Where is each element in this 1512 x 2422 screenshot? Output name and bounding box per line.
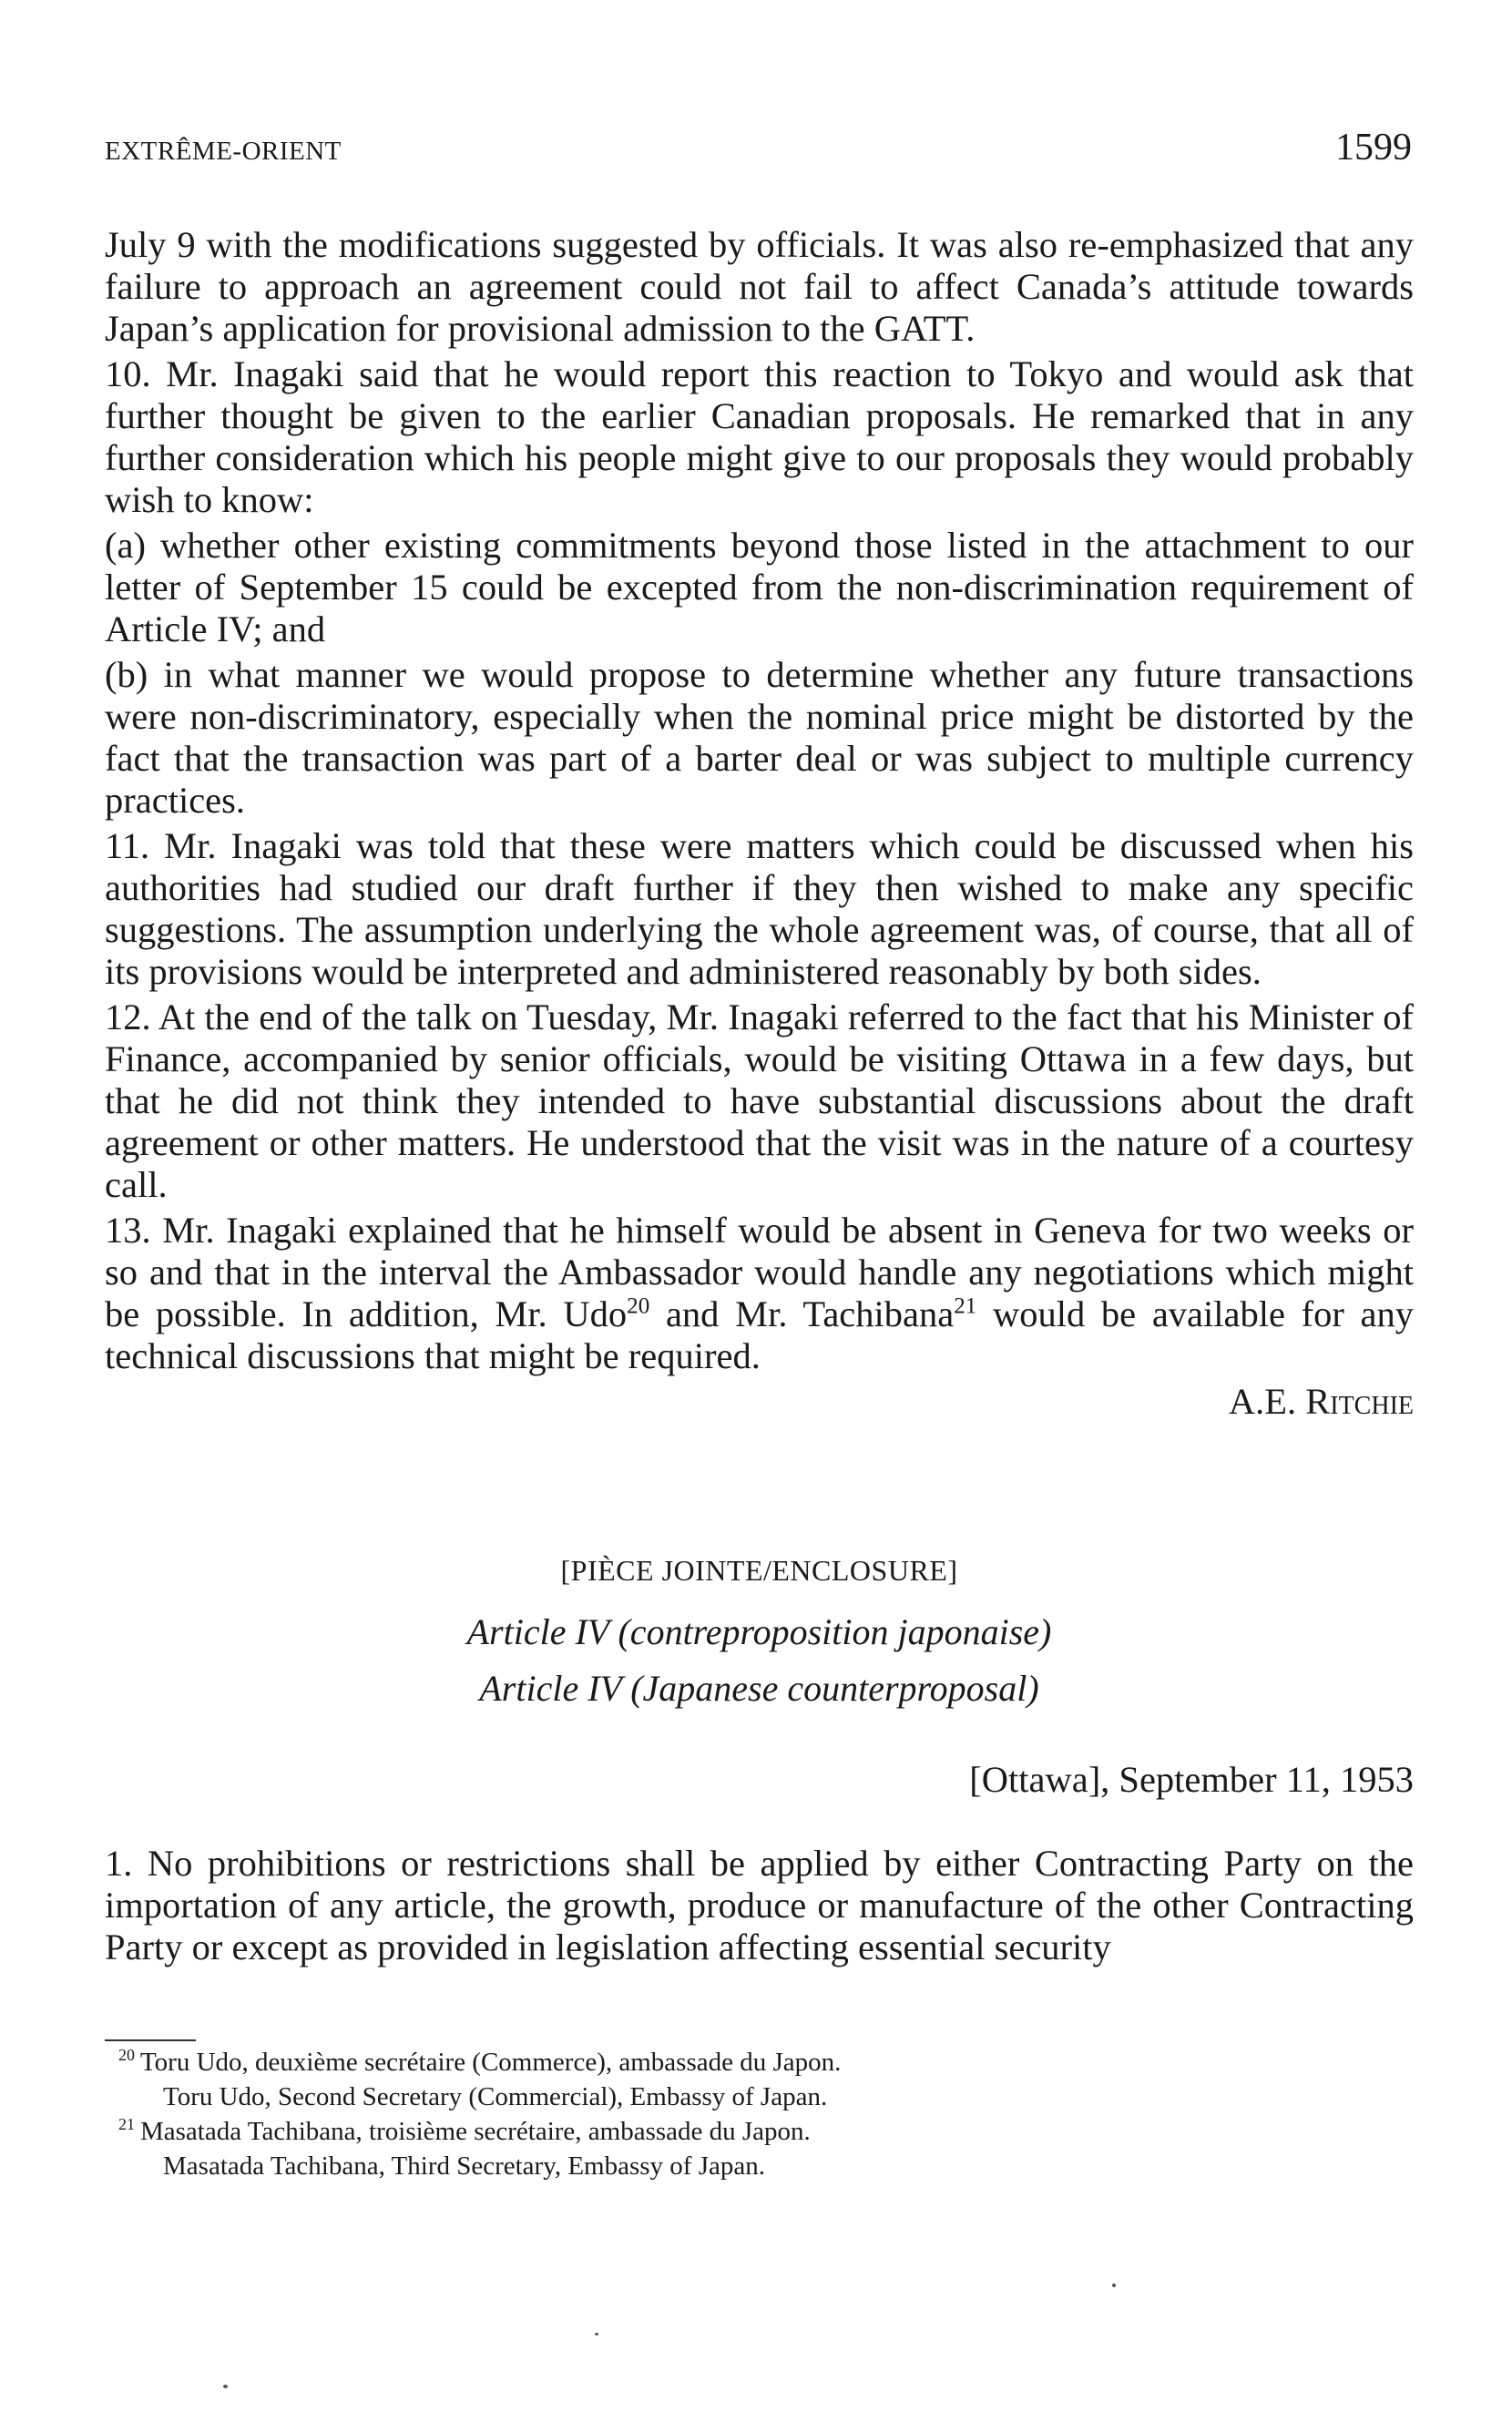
enclosure-paragraph-1: 1. No prohibitions or restrictions shall be applied by either Contracting Party on the importation of any article, the growth, produce or manufacture of the other Contracting Party or except as provided in legislation affecting essential security	[105, 1843, 1414, 1967]
paragraph-item-b: (b) in what manner we would propose to determine whether any future transactions were non-discriminatory, especially when the nominal price might be distorted by the fact that the transaction was part of a barter deal or was subject to multiple currency practices.	[105, 654, 1414, 821]
dateline: [Ottawa], September 11, 1953	[969, 1759, 1414, 1800]
body-text	[105, 224, 1414, 1426]
signature-initials: A.E.	[1228, 1381, 1306, 1422]
paragraph-13	[105, 1210, 1414, 1377]
scan-speck	[223, 2385, 228, 2388]
footnote-21-english: Masatada Tachibana, Third Secretary, Embassy of Japan.	[163, 2151, 765, 2181]
paragraph-11: 11. Mr. Inagaki was told that these were matters which could be discussed when his authorities had studied our draft further if they then wished to make any specific suggestions. The assumption underlying the whole agreement was, of course, that all of its provisions would be interpreted and administered reasonably by both sides.	[105, 825, 1414, 992]
paragraph-continuation: July 9 with the modifications suggested by officials. It was also re-emphasized that any failure to approach an agreement could not fail to affect Canada’s attitude towards Japan’s application for provisional admission to the GATT.	[105, 224, 1414, 349]
footnote-20-english: Toru Udo, Second Secretary (Commercial), Embassy of Japan.	[163, 2082, 828, 2111]
paragraph-10: 10. Mr. Inagaki said that he would report this reaction to Tokyo and would ask that further thought be given to the earlier Canadian proposals. He remarked that in any further consideration which his people might give to our proposals they would probably wish to know:	[105, 353, 1414, 520]
page-number: 1599	[1335, 127, 1412, 169]
footnote-21-french-text: Masatada Tachibana, troisième secrétaire, ambassade du Japon.	[139, 2117, 811, 2146]
signature	[105, 1381, 1414, 1423]
enclosure-body	[105, 1843, 1414, 1968]
footnote-20-french-text: Toru Udo, deuxième secrétaire (Commerce), ambassade du Japon.	[139, 2048, 842, 2077]
footnote-ref-20[interactable]: 20	[627, 1293, 650, 1319]
paragraph-13-text-1: 13. Mr. Inagaki explained that he himself would be absent in Geneva for two weeks or so and that in the interval the Ambassador would handle any negotiations which might be possible. In addition, Mr. Udo	[105, 1210, 1414, 1334]
paragraph-12: 12. At the end of the talk on Tuesday, Mr. Inagaki referred to the fact that his Minister of Finance, accompanied by senior officials, would be visiting Ottawa in a few days, but that he did not think they intended to have substantial discussions about the draft agreement or other matters. He understood that the visit was in the nature of a courtesy call.	[105, 996, 1414, 1205]
footnote-ref-21[interactable]: 21	[954, 1293, 977, 1319]
paragraph-item-a: (a) whether other existing commitments beyond those listed in the attachment to our letter of September 15 could be excepted from the non-discrimination requirement of Article IV; and	[105, 525, 1414, 649]
scan-speck	[595, 2333, 598, 2335]
footnote-20-marker: 20	[118, 2046, 135, 2065]
signature-name: Ritchie	[1305, 1381, 1414, 1422]
running-head: EXTRÊME-ORIENT	[105, 137, 342, 166]
footnote-divider	[105, 2039, 196, 2041]
footnote-21-french	[118, 2114, 1303, 2149]
article-title-english: Article IV (Japanese counterproposal)	[479, 1668, 1039, 1709]
footnote-20-french	[118, 2045, 1303, 2080]
paragraph-13-text-2: and Mr. Tachibana	[649, 1293, 955, 1334]
paragraph-13-text-3: would be available for any technical discussions that might be required.	[105, 1293, 1415, 1376]
scan-speck	[1112, 2284, 1116, 2287]
footnote-21-marker: 21	[118, 2115, 135, 2134]
article-title-french: Article IV (contreproposition japonaise)	[466, 1611, 1052, 1652]
enclosure-label: [PIÈCE JOINTE/ENCLOSURE]	[560, 1554, 958, 1587]
footnotes	[118, 2045, 1303, 2183]
